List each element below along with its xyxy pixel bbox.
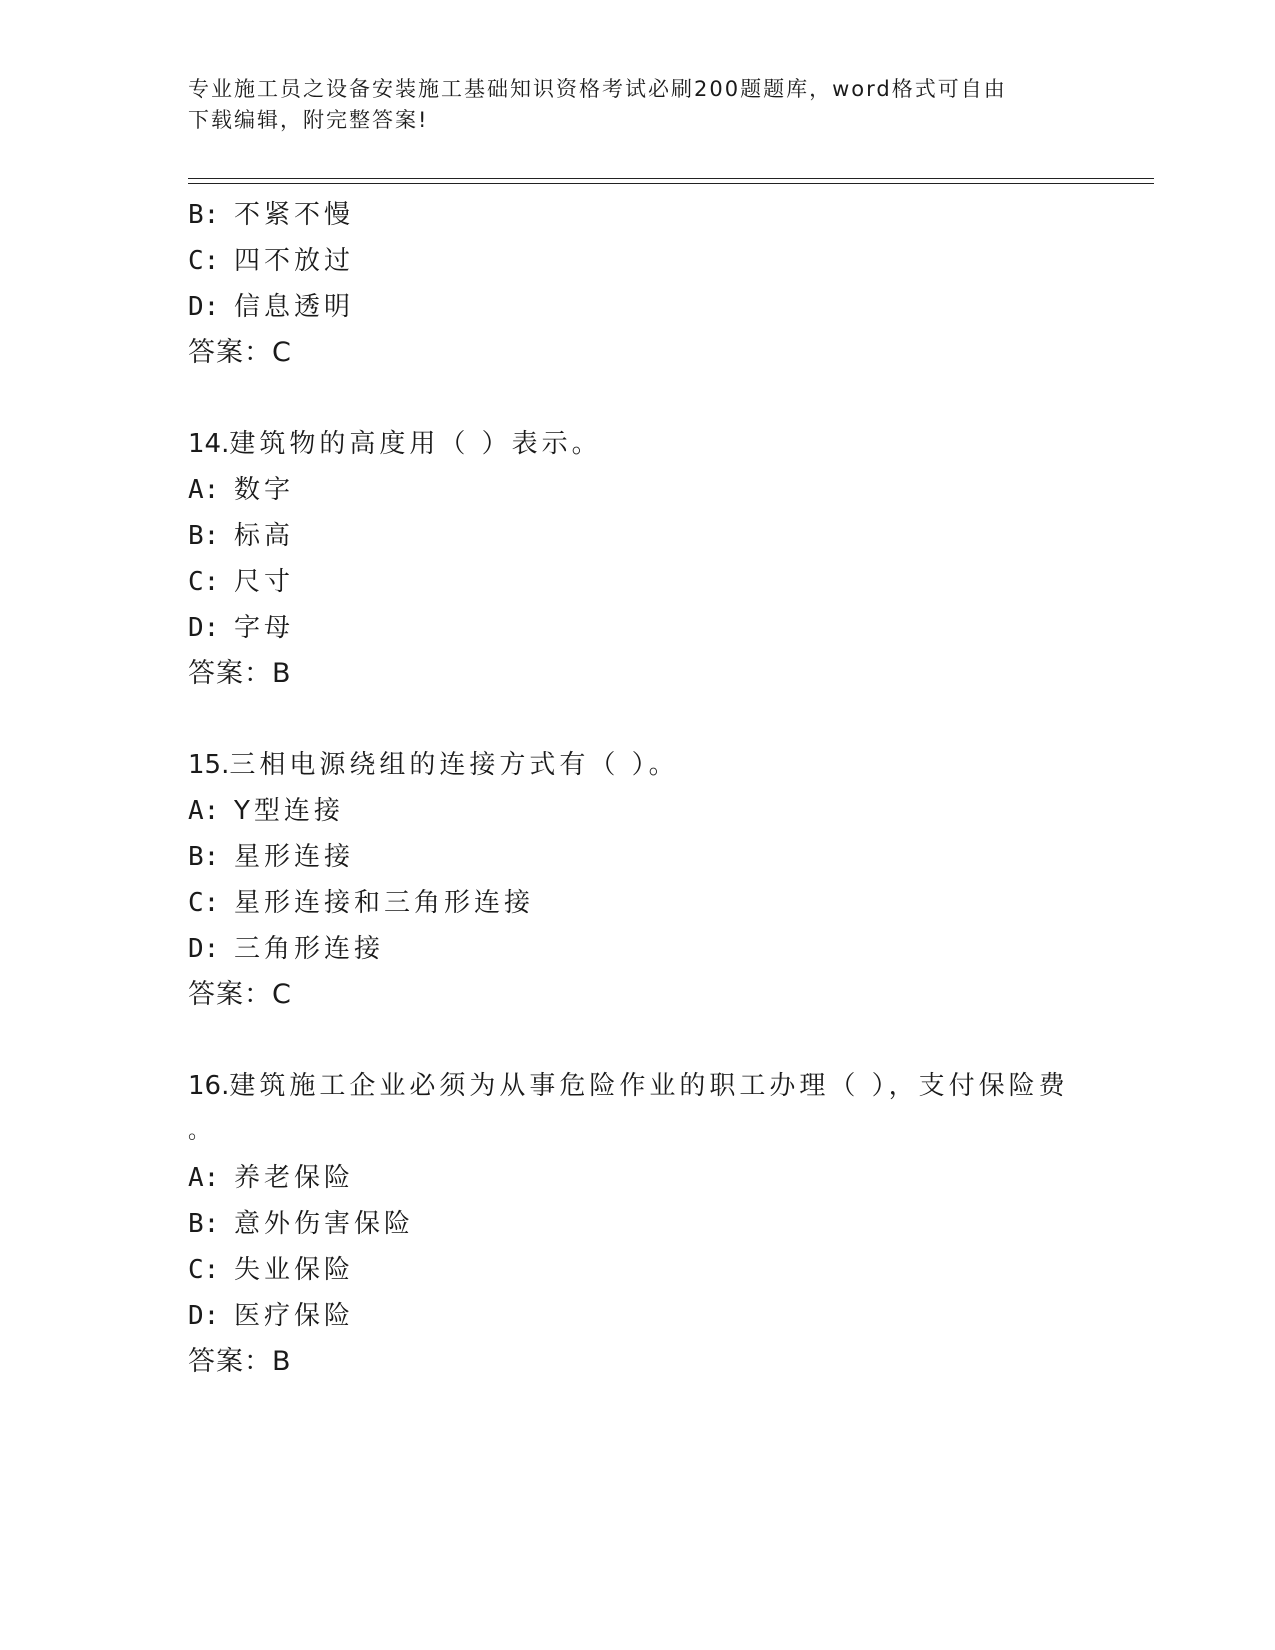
- question-15: [188, 742, 1088, 1018]
- option-b: [188, 834, 1088, 880]
- header-divider-top: [188, 178, 1154, 179]
- answer-label: 答案：: [188, 1346, 272, 1377]
- option-letter: C:: [188, 246, 220, 276]
- option-letter: A:: [188, 1163, 220, 1193]
- answer-value: B: [272, 1346, 292, 1377]
- option-text: 星形连接和三角形连接: [234, 888, 535, 918]
- answer-line: [188, 651, 1088, 697]
- question-number: 15.: [188, 750, 230, 780]
- header-line-2: 下载编辑，附完整答案!: [188, 108, 429, 132]
- option-b: [188, 513, 1088, 559]
- option-letter: D:: [188, 613, 220, 643]
- answer-label: 答案：: [188, 337, 272, 368]
- option-text: 字母: [234, 613, 295, 643]
- header-divider-bottom: [188, 183, 1154, 184]
- option-text: Y型连接: [234, 796, 344, 826]
- answer-label: 答案：: [188, 658, 272, 689]
- answer-line: [188, 972, 1088, 1018]
- option-text: 养老保险: [234, 1163, 355, 1193]
- option-text: 医疗保险: [234, 1301, 355, 1331]
- answer-value: C: [272, 979, 292, 1010]
- option-text: 数字: [234, 475, 295, 505]
- option-letter: C:: [188, 1255, 220, 1285]
- option-letter: B:: [188, 200, 220, 230]
- option-letter: D:: [188, 934, 220, 964]
- question-number: 14.: [188, 429, 230, 459]
- option-letter: C:: [188, 567, 220, 597]
- option-letter: C:: [188, 888, 220, 918]
- question-stem: [188, 421, 1088, 467]
- header-line-1: 专业施工员之设备安装施工基础知识资格考试必刷200题题库，word格式可自由: [188, 77, 1007, 101]
- question-13-continued: [188, 192, 1088, 376]
- option-d: [188, 284, 1088, 330]
- option-c: [188, 1247, 1088, 1293]
- question-list: [188, 192, 1088, 1385]
- answer-value: C: [272, 337, 292, 368]
- option-text: 尺寸: [234, 567, 295, 597]
- option-c: [188, 880, 1088, 926]
- option-d: [188, 1293, 1088, 1339]
- question-stem: [188, 742, 1088, 788]
- option-letter: B:: [188, 521, 220, 551]
- option-c: [188, 238, 1088, 284]
- question-text: 三相电源绕组的连接方式有（ ）。: [229, 750, 679, 780]
- question-text: 建筑施工企业必须为从事危险作业的职工办理（ ），支付保险费: [229, 1071, 1069, 1101]
- answer-line: [188, 1339, 1088, 1385]
- option-letter: D:: [188, 1301, 220, 1331]
- option-text: 失业保险: [234, 1255, 355, 1285]
- option-letter: A:: [188, 475, 220, 505]
- option-letter: A:: [188, 796, 220, 826]
- option-text: 四不放过: [234, 246, 355, 276]
- option-letter: D:: [188, 292, 220, 322]
- question-text: 建筑物的高度用（ ）表示。: [229, 429, 602, 459]
- question-14: [188, 421, 1088, 697]
- answer-line: [188, 330, 1088, 376]
- option-b: [188, 192, 1088, 238]
- option-text: 星形连接: [234, 842, 355, 872]
- option-text: 信息透明: [234, 292, 355, 322]
- question-stem: [188, 1063, 1088, 1109]
- option-d: [188, 926, 1088, 972]
- option-a: [188, 467, 1088, 513]
- option-d: [188, 605, 1088, 651]
- option-a: [188, 788, 1088, 834]
- option-text: 不紧不慢: [234, 200, 355, 230]
- option-text: 标高: [234, 521, 295, 551]
- answer-value: B: [272, 658, 292, 689]
- question-stem-continued: 。: [188, 1119, 211, 1144]
- answer-label: 答案：: [188, 979, 272, 1010]
- option-text: 意外伤害保险: [234, 1209, 415, 1239]
- option-letter: B:: [188, 842, 220, 872]
- question-number: 16.: [188, 1071, 230, 1101]
- question-16: [188, 1063, 1088, 1385]
- option-text: 三角形连接: [234, 934, 385, 964]
- option-b: [188, 1201, 1088, 1247]
- option-c: [188, 559, 1088, 605]
- document-header: [188, 74, 1068, 136]
- option-a: [188, 1155, 1088, 1201]
- option-letter: B:: [188, 1209, 220, 1239]
